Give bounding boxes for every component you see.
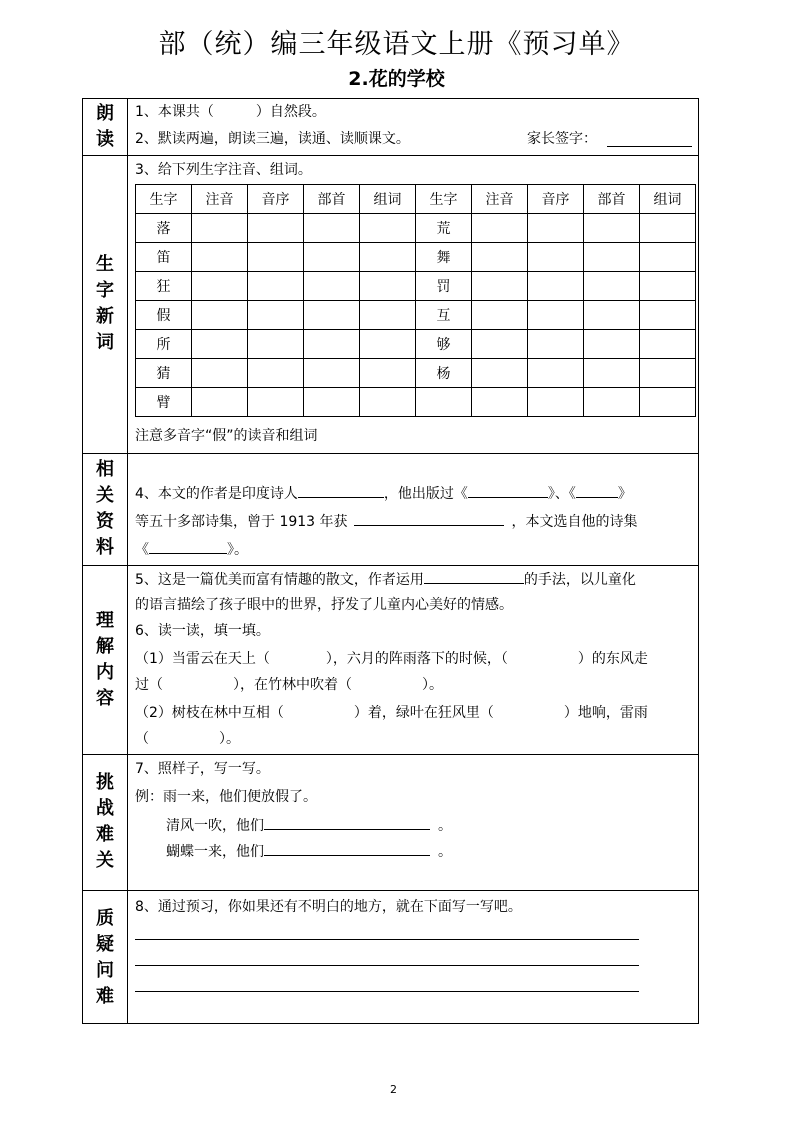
technique-blank[interactable] — [424, 569, 524, 584]
answer-cell[interactable] — [360, 301, 416, 330]
poet-name-blank[interactable] — [298, 483, 384, 498]
divider — [83, 155, 698, 156]
answer-cell[interactable] — [192, 301, 248, 330]
section-label-questions: 质疑问难 — [96, 907, 114, 1007]
question-7: 7、照样子，写一写。 — [135, 761, 270, 777]
character-table — [135, 184, 696, 417]
question-2: 2、默读两遍，朗读三遍，读通、读顺课文。 — [135, 131, 410, 147]
character-cell: 假 — [136, 301, 192, 330]
answer-cell[interactable] — [360, 359, 416, 388]
document-title: 部（统）编三年级语文上册《预习单》 — [158, 29, 635, 60]
column-header: 音序 — [248, 185, 304, 214]
worksheet-table — [82, 98, 699, 1024]
answer-cell[interactable] — [304, 301, 360, 330]
column-header: 组词 — [360, 185, 416, 214]
question-3: 3、给下列生字注音、组词。 — [135, 162, 312, 178]
answer-cell[interactable] — [192, 214, 248, 243]
answer-cell[interactable] — [360, 388, 416, 417]
character-cell: 狂 — [136, 272, 192, 301]
answer-cell[interactable] — [360, 214, 416, 243]
answer-cell[interactable] — [472, 301, 528, 330]
answer-cell[interactable] — [640, 388, 696, 417]
answer-cell[interactable] — [304, 272, 360, 301]
answer-cell[interactable] — [584, 214, 640, 243]
answer-cell[interactable] — [304, 359, 360, 388]
answer-cell[interactable] — [472, 359, 528, 388]
collection-title-blank[interactable] — [149, 539, 227, 554]
answer-cell[interactable] — [360, 330, 416, 359]
answer-cell[interactable] — [584, 330, 640, 359]
question-6-2-line-1: （2）树枝在林中互相（ ）着，绿叶在狂风里（ ）地响，雷雨 — [135, 705, 648, 721]
question-4-line-2: 等五十多部诗集，曾于 1913 年获 ，本文选自他的诗集 — [135, 511, 638, 532]
question-6-1-line-1: （1）当雷云在天上（ ），六月的阵雨落下的时候，（ ）的东风走 — [135, 651, 648, 667]
answer-cell[interactable] — [248, 243, 304, 272]
writing-line[interactable] — [135, 939, 639, 940]
answer-cell[interactable] — [528, 388, 584, 417]
divider — [83, 453, 698, 454]
answer-cell[interactable] — [248, 272, 304, 301]
parent-signature-field[interactable] — [607, 146, 692, 147]
divider — [83, 565, 698, 566]
character-cell: 荒 — [416, 214, 472, 243]
character-cell: 笛 — [136, 243, 192, 272]
answer-cell[interactable] — [192, 243, 248, 272]
column-header: 组词 — [640, 185, 696, 214]
character-cell: 猜 — [136, 359, 192, 388]
answer-cell[interactable] — [192, 272, 248, 301]
answer-cell[interactable] — [584, 301, 640, 330]
section-label-new-words: 生字新词 — [96, 254, 114, 353]
divider — [83, 754, 698, 755]
question-5-line-1: 5、这是一篇优美而富有情趣的散文，作者运用 的手法，以儿童化 — [135, 569, 636, 590]
answer-cell[interactable] — [528, 272, 584, 301]
answer-cell[interactable] — [248, 214, 304, 243]
character-cell: 罚 — [416, 272, 472, 301]
answer-cell[interactable] — [472, 388, 528, 417]
answer-cell[interactable] — [304, 214, 360, 243]
writing-line[interactable] — [135, 991, 639, 992]
answer-cell[interactable] — [360, 272, 416, 301]
character-cell: 舞 — [416, 243, 472, 272]
example-sentence: 例：雨一来，他们便放假了。 — [135, 789, 317, 805]
answer-cell[interactable] — [640, 214, 696, 243]
book-title-blank[interactable] — [468, 483, 548, 498]
answer-cell[interactable] — [248, 330, 304, 359]
character-cell: 所 — [136, 330, 192, 359]
sentence-2: 蝴蝶一来，他们 。 — [166, 841, 452, 862]
answer-cell[interactable] — [640, 243, 696, 272]
answer-cell[interactable] — [192, 388, 248, 417]
character-cell: 臂 — [136, 388, 192, 417]
section-label-challenge: 挑战难关 — [96, 772, 114, 871]
divider — [83, 890, 698, 891]
question-5-line-2: 的语言描绘了孩子眼中的世界，抒发了儿童内心美好的情感。 — [135, 597, 513, 613]
table-row — [136, 272, 696, 301]
character-cell — [416, 388, 472, 417]
column-header: 注音 — [192, 185, 248, 214]
writing-line[interactable] — [135, 965, 639, 966]
answer-cell[interactable] — [192, 330, 248, 359]
answer-cell[interactable] — [640, 330, 696, 359]
lesson-title: 2.花的学校 — [348, 68, 445, 90]
answer-cell[interactable] — [528, 301, 584, 330]
question-8: 8、通过预习，你如果还有不明白的地方，就在下面写一写吧。 — [135, 899, 522, 915]
column-header: 部首 — [584, 185, 640, 214]
answer-cell[interactable] — [528, 330, 584, 359]
table-row — [136, 359, 696, 388]
question-6: 6、读一读，填一填。 — [135, 623, 270, 639]
answer-cell[interactable] — [584, 272, 640, 301]
polyphone-note: 注意多音字“假”的读音和组词 — [135, 428, 318, 444]
column-header: 音序 — [528, 185, 584, 214]
answer-cell[interactable] — [472, 243, 528, 272]
parent-signature-label: 家长签字： — [527, 131, 597, 147]
award-blank[interactable] — [354, 511, 504, 526]
answer-cell[interactable] — [528, 359, 584, 388]
answer-cell[interactable] — [584, 243, 640, 272]
column-header: 注音 — [472, 185, 528, 214]
answer-cell[interactable] — [640, 301, 696, 330]
divider — [127, 99, 128, 1023]
question-1: 1、本课共（ ）自然段。 — [135, 104, 326, 120]
question-4-line-1: 4、本文的作者是印度诗人 ，他出版过《 》、《 》 — [135, 483, 632, 504]
answer-cell[interactable] — [472, 330, 528, 359]
table-row — [136, 301, 696, 330]
answer-cell[interactable] — [528, 243, 584, 272]
answer-cell[interactable] — [360, 243, 416, 272]
answer-cell[interactable] — [640, 359, 696, 388]
answer-cell[interactable] — [472, 272, 528, 301]
sentence-1: 清风一吹，他们 。 — [166, 815, 452, 836]
column-header: 生字 — [136, 185, 192, 214]
table-header-row — [136, 185, 696, 214]
answer-cell[interactable] — [584, 359, 640, 388]
answer-cell[interactable] — [304, 243, 360, 272]
table-row — [136, 330, 696, 359]
sentence-2-blank[interactable] — [264, 841, 430, 856]
answer-cell[interactable] — [248, 388, 304, 417]
question-6-2-line-2: （ ）。 — [135, 731, 240, 747]
page-number: 2 — [390, 1083, 397, 1096]
answer-cell[interactable] — [640, 272, 696, 301]
answer-cell[interactable] — [584, 388, 640, 417]
column-header: 部首 — [304, 185, 360, 214]
character-cell: 杨 — [416, 359, 472, 388]
answer-cell[interactable] — [528, 214, 584, 243]
table-row — [136, 388, 696, 417]
answer-cell[interactable] — [248, 301, 304, 330]
character-cell: 互 — [416, 301, 472, 330]
book-title-blank[interactable] — [576, 483, 618, 498]
answer-cell[interactable] — [248, 359, 304, 388]
answer-cell[interactable] — [304, 388, 360, 417]
answer-cell[interactable] — [472, 214, 528, 243]
answer-cell[interactable] — [192, 359, 248, 388]
column-header: 生字 — [416, 185, 472, 214]
section-label-background: 相关资料 — [96, 459, 114, 558]
table-row — [136, 243, 696, 272]
character-cell: 够 — [416, 330, 472, 359]
section-label-reading: 朗读 — [96, 103, 114, 150]
character-cell: 落 — [136, 214, 192, 243]
sentence-1-blank[interactable] — [264, 815, 430, 830]
answer-cell[interactable] — [304, 330, 360, 359]
question-6-1-line-2: 过（ ），在竹林中吹着（ ）。 — [135, 677, 443, 693]
table-row — [136, 214, 696, 243]
question-4-line-3: 《 》。 — [135, 539, 248, 560]
section-label-comprehension: 理解内容 — [96, 609, 114, 709]
